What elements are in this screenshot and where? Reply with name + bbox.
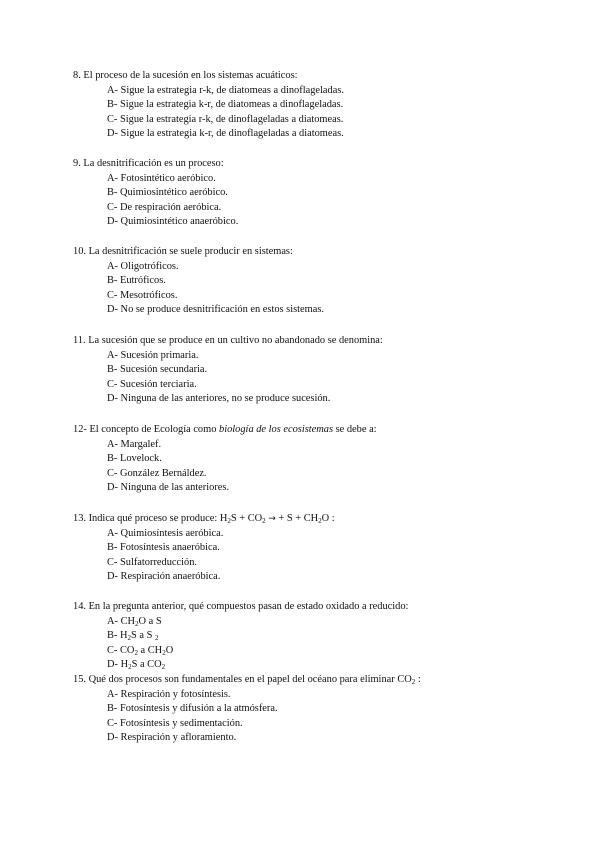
question-9 [73,157,580,230]
option-d: D- Respiración anaeróbica. [107,571,221,583]
option-d: D- Respiración y afloramiento. [107,732,237,744]
option-b: B- Lovelock. [107,453,162,465]
question-stem: 10. La desnitrificación se suele producir en sistemas: [73,246,293,257]
option-a: A- Sigue la estrategia r-k, de diatomeas a dinoflageladas. [107,84,344,96]
question-11 [73,334,580,407]
option-a: A- Fotosintético aeróbico. [107,172,216,184]
option-a: A- $CH_2O$ a S [107,615,162,628]
stem-text: 13. Indica qué proceso se produce: [73,513,220,524]
question-10 [73,245,580,318]
question-stem: 15. Qué dos procesos son fundamentales en el papel del océano para eliminar $CO_2$ : [73,674,421,686]
option-a: A- Margalef. [107,438,162,450]
option-d: D- Ninguna de las anteriores, no se produce sucesión. [107,393,331,405]
stem-italic-term: biología de los ecosistemas [219,424,333,435]
option-d: D- Ninguna de las anteriores. [107,482,230,494]
option-b: B- Fotosíntesis anaeróbica. [107,542,220,554]
question-stem: 9. La desnitrificación es un proceso: [73,158,224,169]
question-12 [73,423,580,496]
option-c: C- Sulfatorreducción. [107,556,198,568]
option-a: A- Sucesión primaria. [107,349,199,361]
option-b: B- Sigue la estrategia k-r, de diatomeas a dinoflageladas. [107,99,344,111]
reaction-equation: $H_2S + CO_2$ → + $S + CH_2O$ [219,513,330,525]
option-c: C- Fotosíntesis y sedimentación. [107,717,243,729]
stem-text: 15. Qué dos procesos son fundamentales en el papel del océano para eliminar [73,674,398,685]
option-c: C- González Bernáldez. [107,467,207,479]
option-c: C- Mesotróficos. [107,289,178,301]
option-d: D- Quimiosintético anaeróbico. [107,216,239,228]
option-c: C- De respiración aeróbica. [107,201,222,213]
option-b: B- Quimiosintético aeróbico. [107,187,228,199]
option-a: A- Respiración y fotosíntesis. [107,688,231,700]
option-a: A- Quimiosíntesis aeróbica. [107,527,224,539]
option-b: B- Eutróficos. [107,275,166,287]
question-stem: 13. Indica qué proceso se produce: $H_2S + CO_2$ → + $S + CH_2O$ : [73,513,335,525]
option-a: A- Oligotróficos. [107,260,179,272]
option-d: D- Sigue la estrategia k-r, de dinoflageladas a diatomeas. [107,128,344,140]
stem-text-end: se debe a: [333,424,377,435]
option-b: B- Fotosíntesis y difusión a la atmósfera. [107,703,278,715]
option-d: D- No se produce desnitrificación en estos sistemas. [107,304,324,316]
question-13 [73,512,580,585]
question-stem: 14. En la pregunta anterior, qué compuestos pasan de estado oxidado a reducido: [73,601,409,612]
option-c: C- Sigue la estrategia r-k, de dinoflageladas a diatomeas. [107,113,344,125]
question-stem [73,423,580,438]
question-15 [73,673,580,746]
option-c: C- $CO_2$ a $CH_2O$ [107,644,174,657]
question-stem: 11. La sucesión que se produce en un cultivo no abandonado se denomina: [73,335,383,346]
question-8 [73,69,580,142]
stem-text: 12- El concepto de Ecología como [73,424,219,435]
question-14 [73,600,580,673]
question-stem: 8. El proceso de la sucesión en los sistemas acuáticos: [73,70,298,81]
option-b: B- Sucesión secundaria. [107,364,208,376]
option-d: D- $H_2S$ a $CO_2$ [107,659,166,672]
reaction-arrow-icon: → [268,514,276,524]
option-b: B- $H_2S$ a S $_2$ [107,630,159,643]
option-c: C- Sucesión terciaria. [107,378,197,390]
